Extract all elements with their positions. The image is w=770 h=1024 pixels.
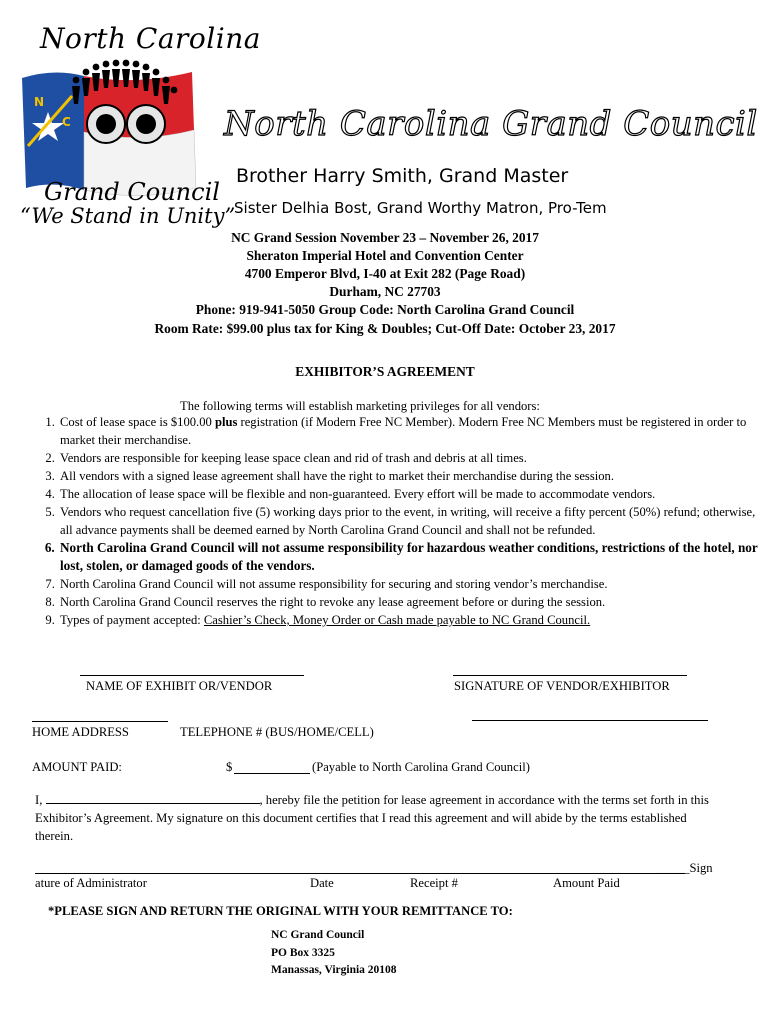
vendor-name-label: NAME OF EXHIBIT OR/VENDOR [86, 679, 273, 693]
mailing-address-city: Manassas, Virginia 20108 [271, 964, 397, 976]
vendor-signature-field[interactable] [453, 675, 687, 676]
amount-paid-note: (Payable to North Carolina Grand Council) [312, 760, 530, 774]
hotel-name: Sheraton Imperial Hotel and Convention Center [246, 248, 524, 263]
session-dates: NC Grand Session November 23 – November 26, 2017 [231, 230, 539, 245]
logo-middle-text: Grand Council [44, 178, 220, 206]
home-address-label: HOME ADDRESS [32, 725, 129, 739]
vendor-signature-label: SIGNATURE OF VENDOR/EXHIBITOR [454, 679, 670, 693]
receipt-label: Receipt # [410, 876, 458, 890]
amount-paid-field[interactable] [234, 773, 310, 774]
term-item: 3. All vendors with a signed lease agreement shall have the right to market their merchandise during the session. [58, 467, 758, 485]
return-instruction: *PLEASE SIGN AND RETURN THE ORIGINAL WITH YOUR REMITTANCE TO: [48, 904, 513, 918]
term-item: 1. Cost of lease space is $100.00 plus registration (if Modern Free NC Member). Modern Free NC Members must be registered in order to market their merchandise. [58, 413, 758, 449]
logo-top-text: North Carolina [40, 22, 261, 55]
telephone-label: TELEPHONE # (BUS/HOME/CELL) [180, 725, 374, 739]
term-item: 2. Vendors are responsible for keeping lease space clean and rid of trash and debris at all times. [58, 449, 758, 467]
logo-motto: “We Stand in Unity” [20, 204, 236, 228]
amount-paid-label: AMOUNT PAID: [32, 760, 122, 774]
vendor-name-field[interactable] [80, 675, 304, 676]
matron-line: Sister Delhia Bost, Grand Worthy Matron, Pro-Tem [234, 199, 607, 217]
svg-text:N: N [34, 95, 45, 109]
page-title: North Carolina Grand Council [224, 104, 758, 144]
mailing-address-name: NC Grand Council [271, 929, 365, 941]
dollar-sign: $ [226, 760, 233, 774]
date-label: Date [310, 876, 334, 890]
term-item: 7. North Carolina Grand Council will not assume responsibility for securing and storing vendor’s merchandise. [58, 575, 758, 593]
agreement-intro: The following terms will establish marketing privileges for all vendors: [180, 399, 540, 413]
sign-suffix: _____Sign [658, 861, 713, 875]
term-item: 8. North Carolina Grand Council reserves the right to revoke any lease agreement before or during the session. [58, 593, 758, 611]
hotel-city: Durham, NC 27703 [329, 284, 441, 299]
svg-text:C: C [62, 115, 71, 129]
term-item: 9. Types of payment accepted: Cashier’s Check, Money Order or Cash made payable to NC Grand Council. [58, 611, 758, 629]
term-item: 4. The allocation of lease space will be flexible and non-guaranteed. Every effort will be made to accommodate vendors. [58, 485, 758, 503]
grand-master-line: Brother Harry Smith, Grand Master [236, 165, 569, 187]
mailing-address-box: PO Box 3325 [271, 947, 335, 959]
petition-paragraph: I, , hereby file the petition for lease agreement in accordance with the terms set forth in this Exhibitor’s Agreement. My signature on this document certifies that I read this agreement and will abide by the terms established therein. [35, 793, 709, 843]
term-item: 6. North Carolina Grand Council will not assume responsibility for hazardous weather conditions, restrictions of the hotel, nor lost, stolen, or damaged goods of the vendors. [58, 539, 758, 575]
home-address-field[interactable] [32, 721, 168, 722]
agreement-title: EXHIBITOR’S AGREEMENT [295, 364, 475, 379]
hotel-phone: Phone: 919-941-5050 Group Code: North Carolina Grand Council [195, 302, 575, 317]
amount-paid-admin-label: Amount Paid [553, 876, 620, 890]
admin-signature-label: ature of Administrator [35, 876, 147, 890]
term-item: 5. Vendors who request cancellation five (5) working days prior to the event, in writing, will receive a fifty percent (50%) refund; otherwise, all advance payments shall be deemed earned by North Carolina Grand Council and shall not be refunded. [58, 503, 758, 539]
telephone-field[interactable] [472, 720, 708, 721]
hotel-address: 4700 Emperor Blvd, I-40 at Exit 282 (Page Road) [244, 266, 526, 281]
petitioner-name-field[interactable] [46, 791, 260, 804]
admin-signature-field[interactable] [35, 873, 685, 874]
room-rate: Room Rate: $99.00 plus tax for King & Doubles; Cut-Off Date: October 23, 2017 [154, 321, 616, 336]
terms-list [22, 413, 758, 629]
